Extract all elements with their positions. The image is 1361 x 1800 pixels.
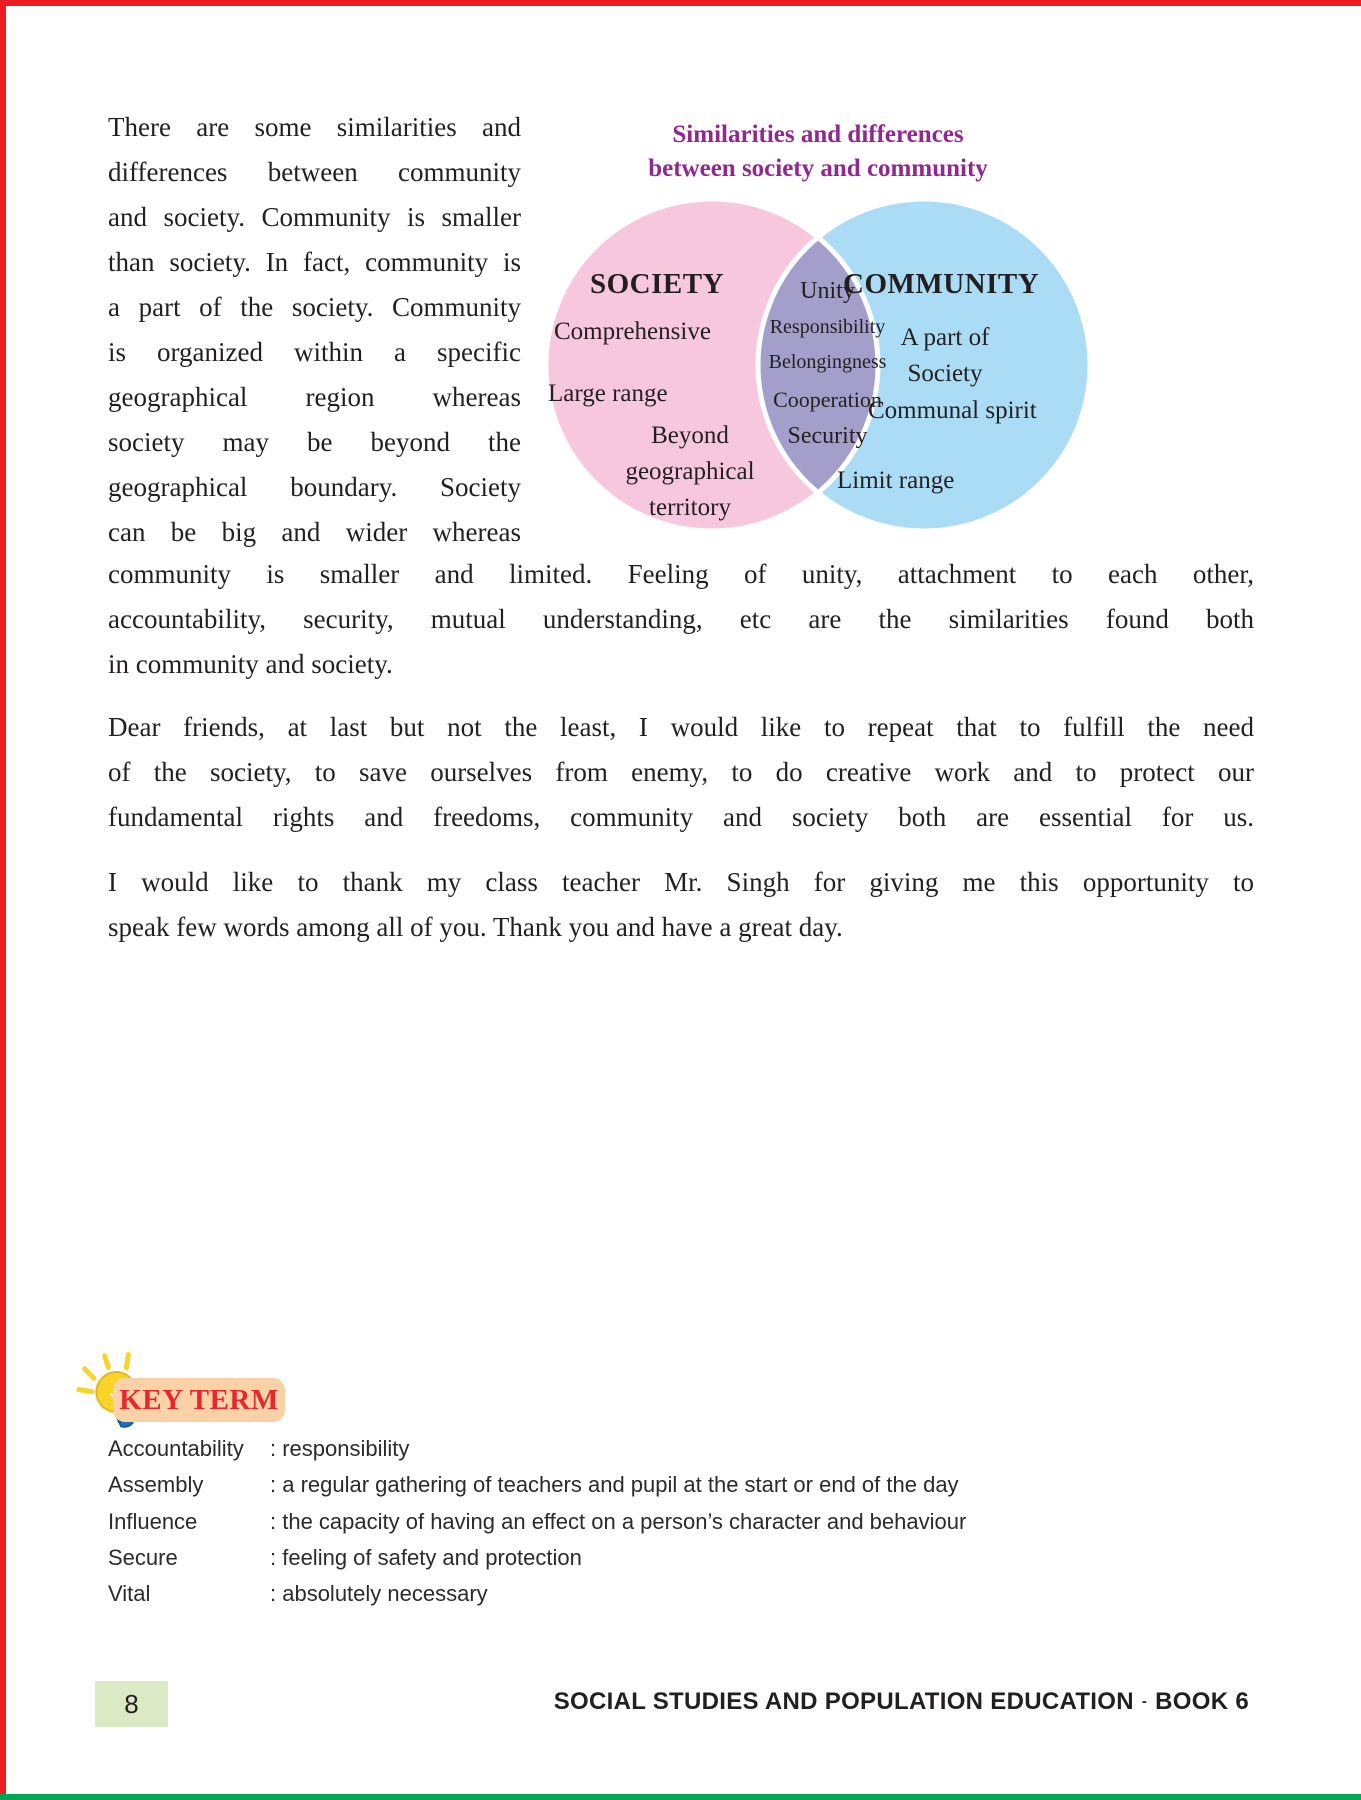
intro-paragraph-column	[108, 105, 521, 555]
page-number: 8	[124, 1689, 139, 1719]
page-edge-bottom	[0, 1794, 1361, 1800]
community-item-limit-range: Limit range	[837, 467, 955, 494]
community-item-apart	[870, 320, 1020, 392]
intro-line: differences between community	[108, 157, 521, 187]
key-term-heading: KEY TERM	[119, 1384, 279, 1416]
beyond-line3: territory	[649, 494, 731, 521]
intro-line: and society. Community is smaller	[108, 202, 521, 232]
beyond-line1: Beyond	[651, 422, 729, 449]
term-name: Vital	[108, 1581, 151, 1607]
text-line: in community and society.	[108, 649, 393, 679]
paragraph-dear-friends	[108, 705, 1254, 840]
key-term-badge	[113, 1378, 285, 1422]
intro-line: is organized within a specific	[108, 337, 521, 367]
overlap-item-security: Security	[787, 423, 868, 449]
text-line: accountability, security, mutual understanding, etc are the similarities found both	[108, 604, 1254, 634]
text-line: I would like to thank my class teacher Mr. Singh for giving me this opportunity to	[108, 867, 1254, 897]
term-name: Assembly	[108, 1472, 204, 1498]
term-name: Accountability	[108, 1436, 244, 1461]
term-definition: : absolutely necessary	[270, 1581, 488, 1607]
society-item-comprehensive: Comprehensive	[554, 318, 711, 345]
paragraph-thanks	[108, 860, 1254, 950]
page-number-box	[95, 1681, 168, 1727]
footer-book-title	[554, 1688, 1249, 1716]
term-name: Secure	[108, 1544, 178, 1570]
beyond-line2: geographical	[625, 458, 755, 485]
text-line: Dear friends, at last but not the least, I would like to repeat that to fulfill the need	[108, 712, 1254, 742]
venn-diagram	[540, 118, 1096, 568]
term-definition: : feeling of safety and protection	[270, 1544, 582, 1570]
overlap-item-unity: Unity	[800, 278, 855, 304]
overlap-item-responsibility: Responsibility	[769, 316, 886, 338]
text-line: community is smaller and limited. Feeling of unity, attachment to each other,	[108, 559, 1254, 589]
apart-line2: Society	[907, 360, 983, 387]
intro-line: geographical region whereas	[108, 382, 521, 412]
footer-book-number: BOOK 6	[1155, 1688, 1249, 1715]
society-item-large-range: Large range	[548, 380, 668, 407]
venn-title-line1: Similarities and differences	[672, 121, 964, 148]
intro-line: There are some similarities and	[108, 112, 521, 142]
overlap-item-belongingness: Belongingness	[768, 351, 887, 373]
intro-line: society may be beyond the	[108, 427, 521, 457]
term-definition: : responsibility	[270, 1436, 410, 1461]
term-definition: : a regular gathering of teachers and pupil at the start or end of the day	[270, 1472, 959, 1498]
community-item-communal-spirit: Communal spirit	[868, 397, 1037, 424]
page-edge-top	[0, 0, 1361, 6]
text-line: fundamental rights and freedoms, community and society both are essential for us.	[108, 802, 1254, 832]
key-term-list	[108, 1431, 1108, 1612]
intro-line: geographical boundary. Society	[108, 472, 521, 502]
page-edge-left	[0, 0, 6, 1800]
intro-paragraph-continuation	[108, 552, 1254, 687]
term-row	[108, 1431, 1108, 1467]
term-row	[108, 1467, 1108, 1503]
term-row	[108, 1540, 1108, 1576]
overlap-item-cooperation: Cooperation	[773, 387, 882, 412]
apart-line1: A part of	[900, 324, 990, 351]
footer-separator: -	[1141, 1693, 1148, 1710]
text-line: of the society, to save ourselves from enemy, to do creative work and to protect our	[108, 757, 1254, 787]
term-definition: : the capacity of having an effect on a person’s character and behaviour	[270, 1508, 967, 1534]
society-label: SOCIETY	[590, 268, 725, 300]
term-name: Influence	[108, 1508, 198, 1534]
term-row	[108, 1576, 1108, 1612]
community-label: COMMUNITY	[843, 268, 1040, 300]
term-row	[108, 1504, 1108, 1540]
intro-line: than society. In fact, community is	[108, 247, 521, 277]
intro-line: a part of the society. Community	[108, 292, 521, 322]
text-line: speak few words among all of you. Thank you and have a great day.	[108, 912, 843, 942]
venn-title-line2: between society and community	[648, 155, 988, 182]
intro-line: can be big and wider whereas	[108, 517, 521, 547]
footer-title-text: SOCIAL STUDIES AND POPULATION EDUCATION	[553, 1688, 1134, 1715]
